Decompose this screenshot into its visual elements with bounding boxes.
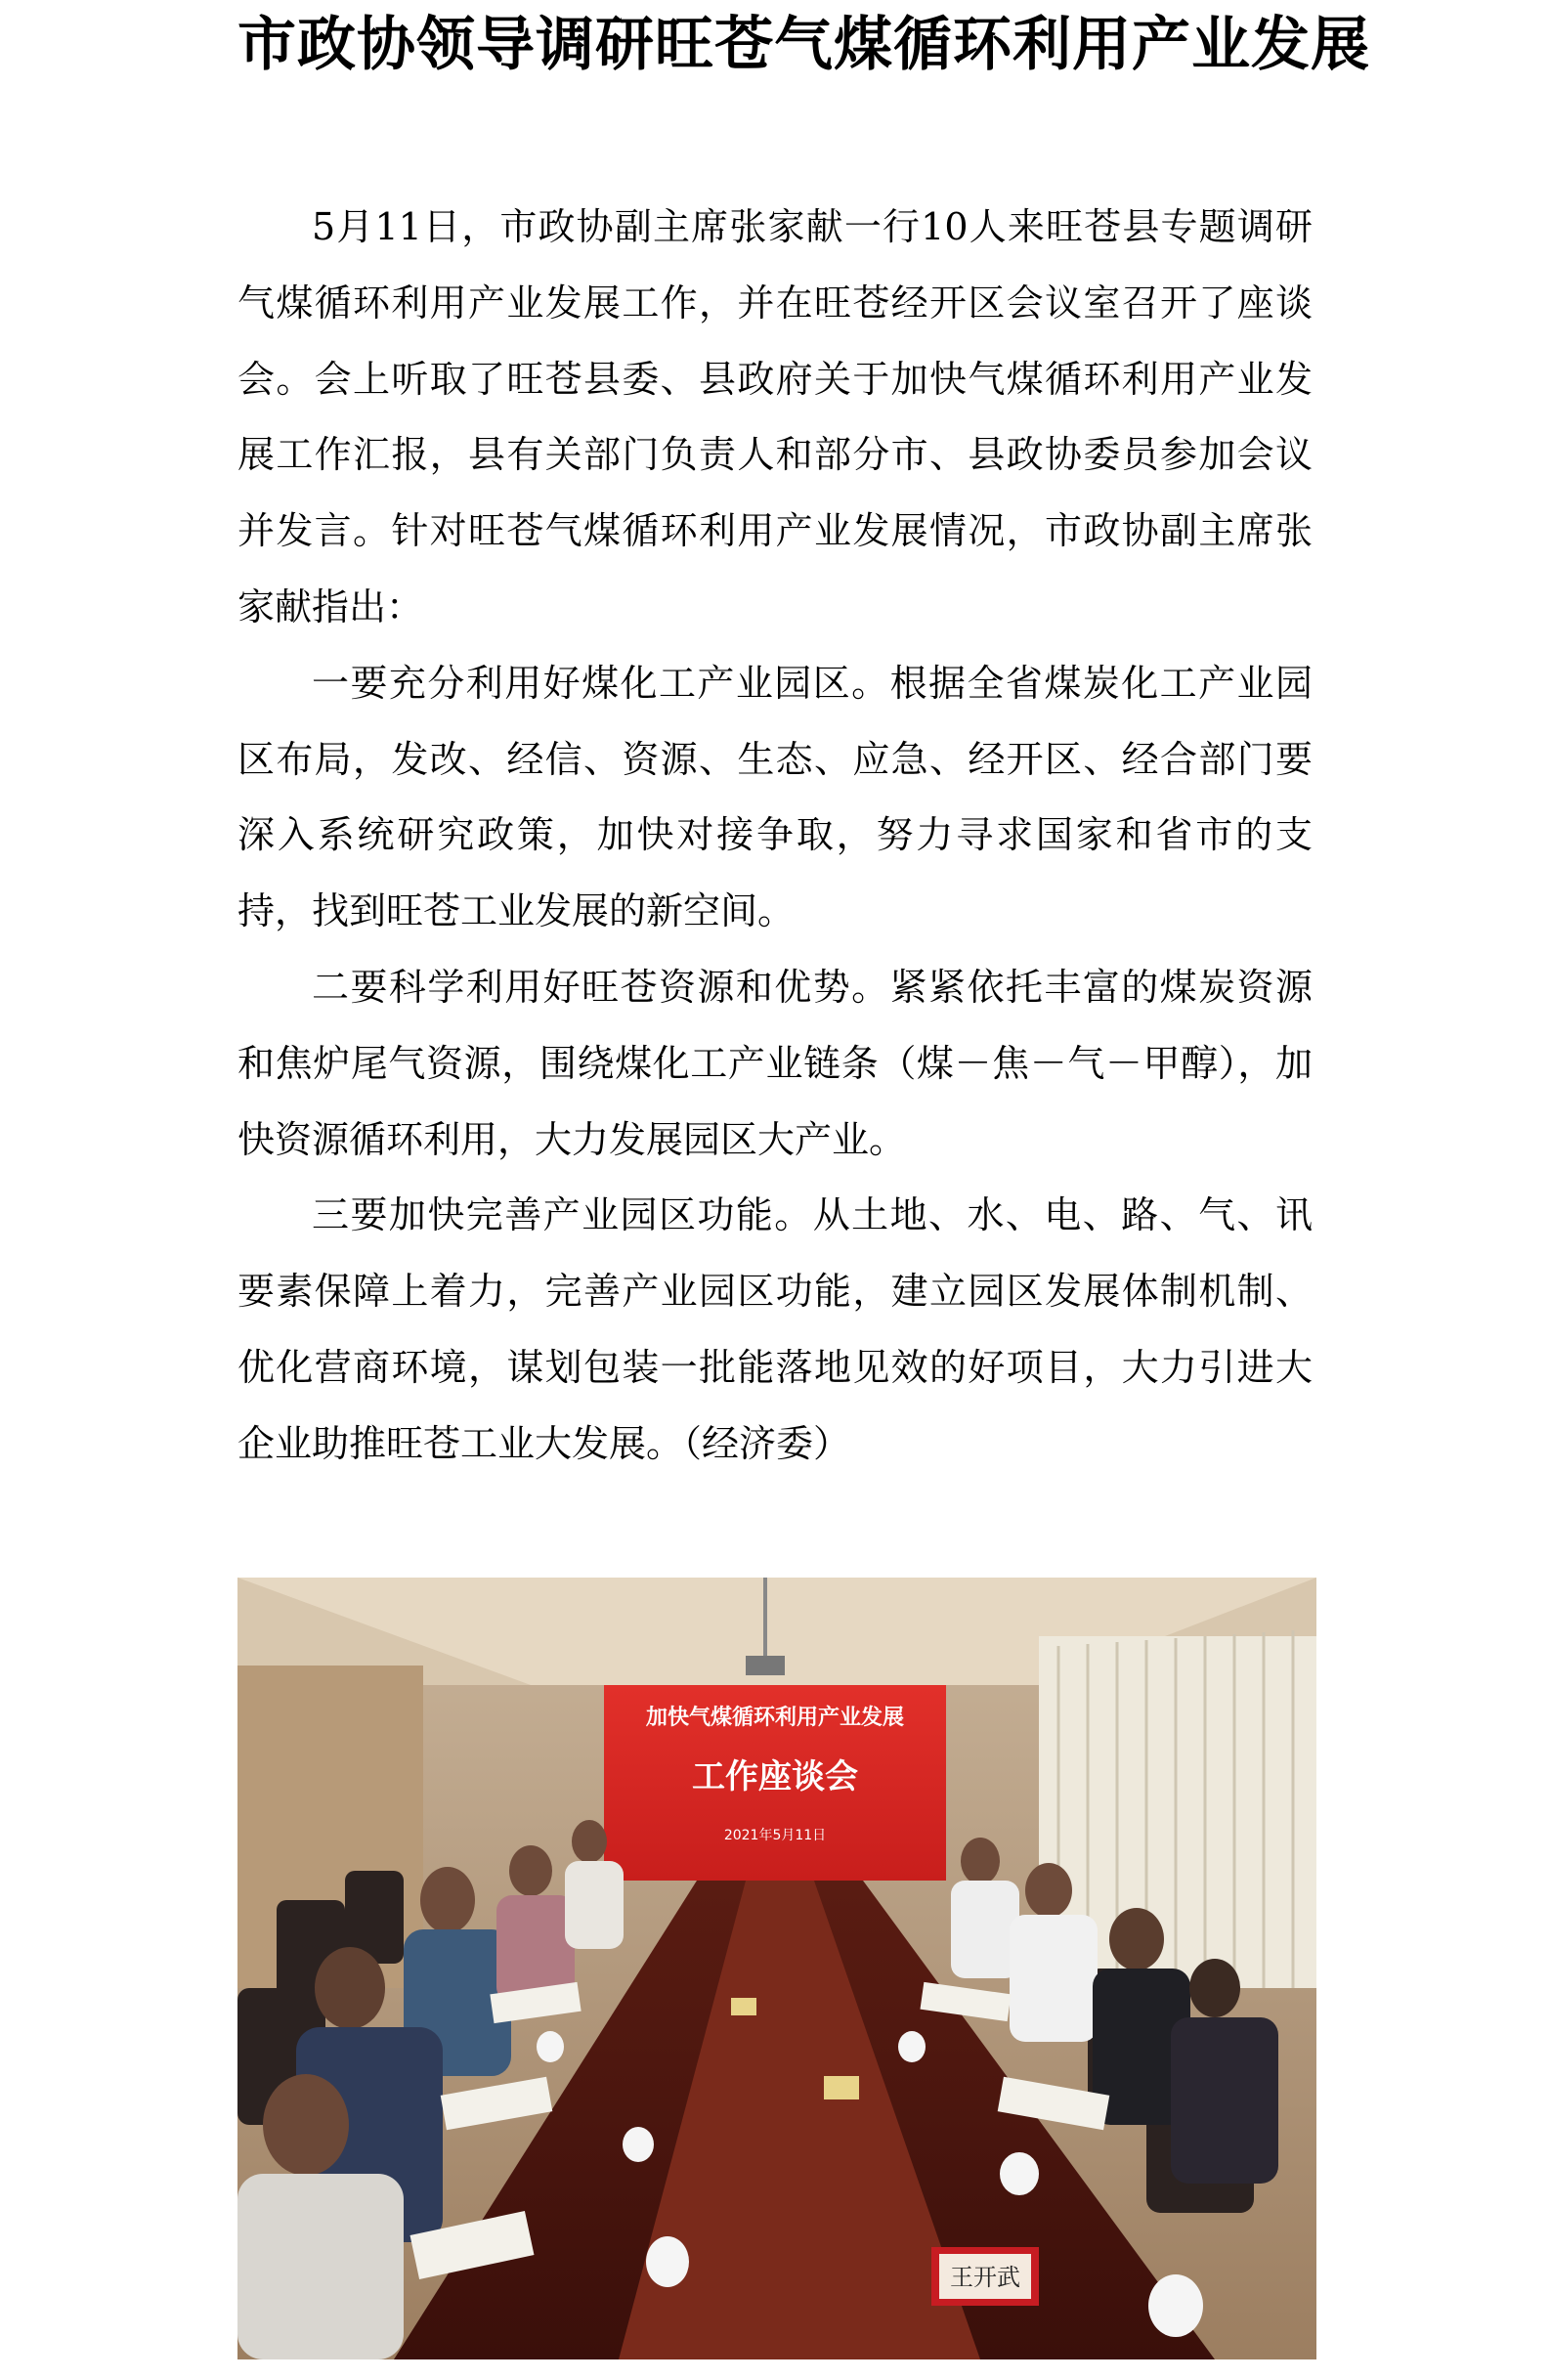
paragraph-point-1: 一要充分利用好煤化工产业园区。根据全省煤炭化工产业园区布局，发改、经信、资源、生态、应急、经开区、经合部门要深入系统研究政策，加快对接争取，努力寻求国家和省市的支持，找到旺苍工业发展的新空间。 (237, 661, 1313, 933)
nameplate-text: 王开武 (950, 2264, 1020, 2291)
screen-banner-date: 2021年5月11日 (723, 1828, 827, 1843)
paragraph-intro: 5月11日，市政协副主席张家献一行10人来旺苍县专题调研气煤循环利用产业发展工作，并在旺苍经开区会议室召开了座谈会。会上听取了旺苍县委、县政府关于加快气煤循环利用产业发展工作汇报，县有关部门负责人和部分市、县政协委员参加会议并发言。针对旺苍气煤循环利用产业发展情况，市政协副主席张家献指出： (237, 205, 1313, 628)
article-title: 市政协领导调研旺苍气煤循环利用产业发展 (237, 11, 1370, 79)
paragraph-point-3: 三要加快完善产业园区功能。从土地、水、电、路、气、讯要素保障上着力，完善产业园区功能，建立园区发展体制机制、优化营商环境，谋划包装一批能落地见效的好项目，大力引进大企业助推旺苍工业大发展。（经济委） (237, 1193, 1313, 1465)
screen-banner-line1: 加快气煤循环利用产业发展 (645, 1706, 905, 1730)
article-body (237, 190, 1313, 1483)
paragraph-point-2: 二要科学利用好旺苍资源和优势。紧紧依托丰富的煤炭资源和焦炉尾气资源，围绕煤化工产业链条（煤－焦－气－甲醇），加快资源循环利用，大力发展园区大产业。 (237, 965, 1313, 1161)
screen-banner-line2: 工作座谈会 (692, 1757, 858, 1796)
projector (746, 1656, 785, 1675)
meeting-photo (237, 1578, 1316, 2359)
